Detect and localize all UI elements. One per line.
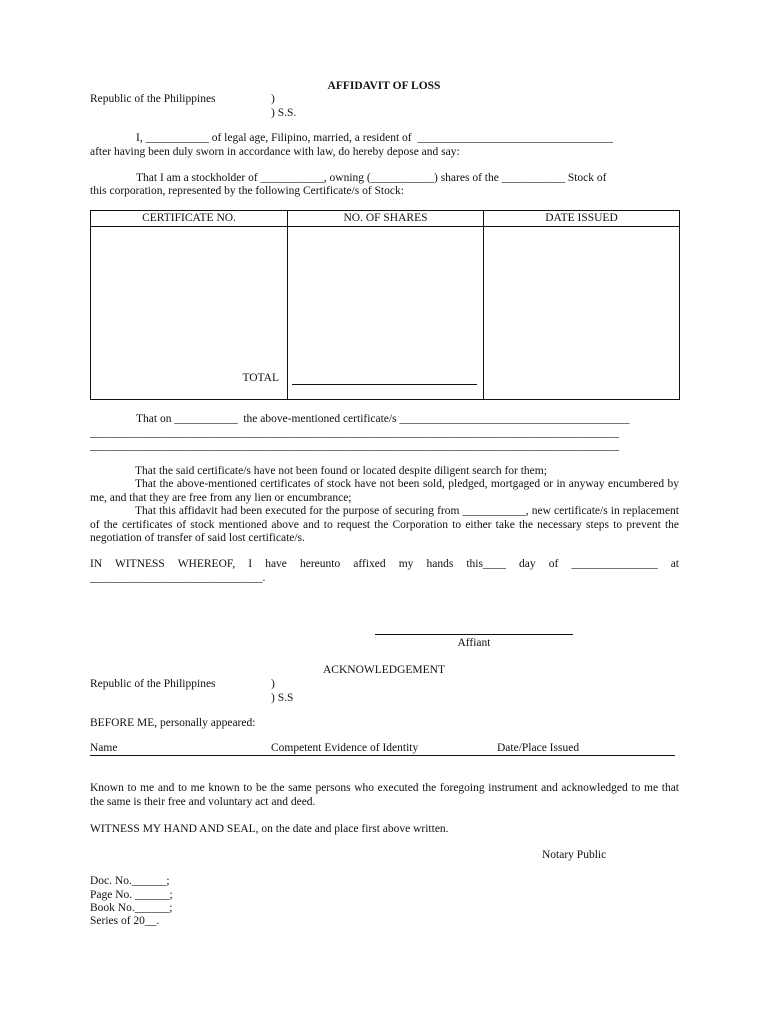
- venue-country: Republic of the Philippines: [90, 93, 216, 105]
- docket-book-no: Book No.______;: [90, 902, 173, 914]
- affiant-signature-line: [375, 634, 573, 635]
- docket-series: Series of 20__.: [90, 915, 160, 927]
- cell-certificate-no: [91, 227, 288, 400]
- header-no-of-shares: NO. OF SHARES: [288, 211, 484, 227]
- intro-line-1: I, ___________ of legal age, Filipino, married, a resident of __________________________________: [136, 132, 613, 144]
- ack-venue-ss: ) S.S: [271, 692, 294, 704]
- stockholder-line-2: this corporation, represented by the following Certificate/s of Stock:: [90, 185, 404, 197]
- acknowledgement-title: ACKNOWLEDGEMENT: [322, 664, 445, 676]
- statement-purpose: That this affidavit had been executed for the purpose of securing from ___________, new certificate/s in replacement of the certificates of stock mentioned above and to request the Corporation to either take the necessary steps to prevent the negotiation of transfer of said lost certificate/s.: [90, 505, 679, 544]
- ack-venue-country: Republic of the Philippines: [90, 678, 216, 690]
- ack-col-name: Name: [90, 742, 118, 754]
- venue-paren: ): [271, 93, 275, 105]
- stockholder-line-1: That I am a stockholder of ___________, owning (___________) shares of the ___________ Stock of: [136, 172, 607, 184]
- total-line: [292, 384, 477, 385]
- cell-no-of-shares: [288, 227, 484, 400]
- witness-line-1: IN WITNESS WHEREOF, I have hereunto affixed my hands this____ day of _______________ at: [90, 558, 679, 570]
- that-on-line-3: ____________________________________________________________________________________________: [90, 440, 619, 452]
- venue-ss: ) S.S.: [271, 107, 297, 119]
- total-label: TOTAL: [242, 372, 279, 384]
- that-on-line-1: That on ___________ the above-mentioned certificate/s ________________________________________: [136, 413, 630, 425]
- certificate-table: [90, 210, 680, 400]
- witness-line-2: ______________________________.: [90, 572, 266, 584]
- docket-doc-no: Doc. No.______;: [90, 875, 170, 887]
- notary-public-label: Notary Public: [542, 849, 607, 861]
- before-me-text: BEFORE ME, personally appeared:: [90, 717, 256, 729]
- docket-page-no: Page No. ______;: [90, 889, 173, 901]
- witness-seal-text: WITNESS MY HAND AND SEAL, on the date and place first above written.: [90, 823, 449, 835]
- ack-col-evidence: Competent Evidence of Identity: [271, 742, 419, 754]
- affiant-label: Affiant: [457, 637, 491, 649]
- ack-known-text: Known to me and to me known to be the same persons who executed the foregoing instrument and acknowledged to me that the same is their free and voluntary act and deed.: [90, 782, 679, 808]
- ack-columns-underline: [90, 755, 675, 756]
- intro-line-2: after having been duly sworn in accordance with law, do hereby depose and say:: [90, 146, 460, 158]
- statement-not-found: That the said certificate/s have not been found or located despite diligent search for them;: [135, 465, 547, 477]
- ack-venue-paren: ): [271, 678, 275, 690]
- header-date-issued: DATE ISSUED: [484, 211, 680, 227]
- that-on-line-2: ____________________________________________________________________________________________: [90, 427, 619, 439]
- statement-not-encumbered: That the above-mentioned certificates of stock have not been sold, pledged, mortgaged or in anyway encumbered by me, and that they are free from any lien or encumbrance;: [90, 478, 679, 504]
- header-certificate-no: CERTIFICATE NO.: [91, 211, 288, 227]
- ack-col-date: Date/Place Issued: [497, 742, 580, 754]
- document-title: AFFIDAVIT OF LOSS: [327, 80, 441, 92]
- cell-date-issued: [484, 227, 680, 400]
